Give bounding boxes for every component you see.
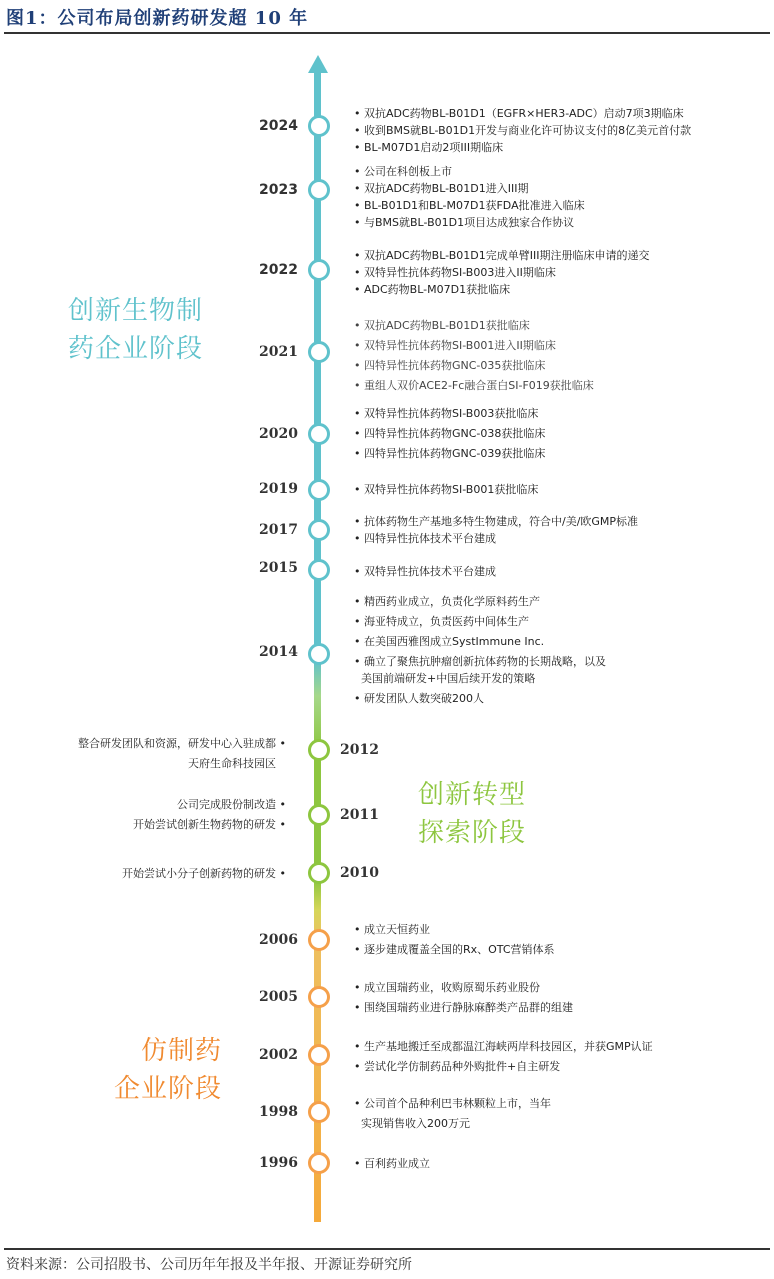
year-label: 2012 xyxy=(340,742,379,758)
event-item: • 围绕国瑞药业进行静脉麻醉类产品群的组建 xyxy=(354,1001,573,1014)
timeline-node-1996 xyxy=(308,1152,330,1174)
event-list-2017 xyxy=(354,514,638,548)
timeline-node-2002 xyxy=(308,1044,330,1066)
year-label: 2006 xyxy=(259,932,298,948)
event-item: • 尝试化学仿制药品种外购批件+自主研发 xyxy=(354,1060,561,1073)
source-note: 资料来源：公司招股书、公司历年年报及半年报、开源证券研究所 xyxy=(6,1257,412,1273)
timeline-node-2012 xyxy=(308,739,330,761)
year-label: 2022 xyxy=(259,262,298,278)
event-item: 美国前端研发+中国后续开发的策略 xyxy=(354,672,536,685)
event-item: • 在美国西雅图成立SystImmune Inc. xyxy=(354,635,545,648)
year-label: 2011 xyxy=(340,807,379,823)
event-item: • 重组人双价ACE2-Fc融合蛋白SI-F019获批临床 xyxy=(354,379,594,392)
event-item: 公司完成股份制改造 • xyxy=(177,798,286,811)
event-list-2002 xyxy=(354,1039,653,1079)
event-item: • 四特异性抗体药物GNC-039获批临床 xyxy=(354,447,546,460)
timeline-node-2011 xyxy=(308,804,330,826)
event-item: 整合研发团队和资源，研发中心入驻成都 • xyxy=(78,737,286,750)
timeline-node-1998 xyxy=(308,1101,330,1123)
event-item: • BL-M07D1启动2项III期临床 xyxy=(354,141,504,154)
event-item: • 四特异性抗体药物GNC-038获批临床 xyxy=(354,427,546,440)
event-item: • 成立国瑞药业，收购原蜀乐药业股份 xyxy=(354,981,540,994)
year-label: 2020 xyxy=(259,426,298,442)
year-label: 1998 xyxy=(259,1104,298,1120)
footer-divider xyxy=(4,1248,770,1250)
event-item: • 抗体药物生产基地多特生物建成，符合中/美/欧GMP标准 xyxy=(354,515,639,528)
event-list-2006 xyxy=(354,922,555,962)
year-label: 2021 xyxy=(259,344,298,360)
year-label: 2014 xyxy=(259,644,298,660)
event-list-2019 xyxy=(354,482,538,499)
event-item: • 双特异性抗体药物SI-B003获批临床 xyxy=(354,407,539,420)
event-item: • 双特异性抗体药物SI-B003进入II期临床 xyxy=(354,266,556,279)
year-label: 2015 xyxy=(259,560,298,576)
timeline-node-2014 xyxy=(308,643,330,665)
timeline-node-2022 xyxy=(308,259,330,281)
timeline-node-2021 xyxy=(308,341,330,363)
timeline-node-2017 xyxy=(308,519,330,541)
event-item: • 精西药业成立，负责化学原料药生产 xyxy=(354,595,540,608)
year-label: 2017 xyxy=(259,522,298,538)
event-list-2023 xyxy=(354,164,585,232)
event-item: • 海亚特成立，负责医药中间体生产 xyxy=(354,615,529,628)
year-label: 2024 xyxy=(259,118,298,134)
event-item: • 与BMS就BL-B01D1项目达成独家合作协议 xyxy=(354,216,575,229)
event-item: • 成立天恒药业 xyxy=(354,923,430,936)
event-item: • 研发团队人数突破200人 xyxy=(354,692,484,705)
event-item: 实现销售收入200万元 xyxy=(354,1117,470,1130)
event-item: 开始尝试创新生物药物的研发 • xyxy=(133,818,286,831)
phase-label-biotech: 创新生物制 药企业阶段 xyxy=(68,296,204,364)
event-item: • 双抗ADC药物BL-B01D1（EGFR×HER3-ADC）启动7项3期临床 xyxy=(354,107,684,120)
year-label: 1996 xyxy=(259,1155,298,1171)
phase-label-generic: 仿制药 企业阶段 xyxy=(113,1036,222,1104)
event-list-2011 xyxy=(133,797,286,837)
event-item: • 生产基地搬迁至成都温江海峡两岸科技园区，并获GMP认证 xyxy=(354,1040,653,1053)
timeline-node-2005 xyxy=(308,986,330,1008)
event-item: • 双抗ADC药物BL-B01D1获批临床 xyxy=(354,319,530,332)
event-item: • 双特异性抗体技术平台建成 xyxy=(354,565,496,578)
event-list-2010 xyxy=(122,866,286,883)
event-item: • 双抗ADC药物BL-B01D1进入III期 xyxy=(354,182,529,195)
event-item: • 四特异性抗体技术平台建成 xyxy=(354,532,496,545)
timeline-node-2015 xyxy=(308,559,330,581)
year-label: 2019 xyxy=(259,481,298,497)
timeline-node-2023 xyxy=(308,179,330,201)
event-list-2021 xyxy=(354,318,594,398)
event-item: • 逐步建成覆盖全国的Rx、OTC营销体系 xyxy=(354,943,555,956)
event-list-2012 xyxy=(78,736,286,776)
timeline-node-2020 xyxy=(308,423,330,445)
event-item: • 收到BMS就BL-B01D1开发与商业化许可协议支付的8亿美元首付款 xyxy=(354,124,692,137)
event-list-2015 xyxy=(354,564,496,581)
event-list-1998 xyxy=(354,1096,551,1136)
phase-label-transition: 创新转型 探索阶段 xyxy=(418,780,527,848)
event-item: • 确立了聚焦抗肿瘤创新抗体药物的长期战略，以及 xyxy=(354,655,606,668)
timeline-node-2010 xyxy=(308,862,330,884)
event-item: • 双特异性抗体药物SI-B001进入II期临床 xyxy=(354,339,556,352)
timeline-node-2006 xyxy=(308,929,330,951)
event-list-2014 xyxy=(354,594,606,711)
title-divider xyxy=(4,32,770,34)
event-list-1996 xyxy=(354,1156,430,1173)
year-label: 2005 xyxy=(259,989,298,1005)
timeline-node-2024 xyxy=(308,115,330,137)
event-list-2005 xyxy=(354,980,573,1020)
event-item: • 双抗ADC药物BL-B01D1完成单臂III期注册临床申请的递交 xyxy=(354,249,650,262)
timeline-node-2019 xyxy=(308,479,330,501)
event-item: • 四特异性抗体药物GNC-035获批临床 xyxy=(354,359,546,372)
event-list-2022 xyxy=(354,248,649,299)
figure-title: 图1：公司布局创新药研发超 10 年 xyxy=(6,8,309,29)
event-item: • 公司首个品种利巴韦林颗粒上市，当年 xyxy=(354,1097,551,1110)
timeline-spine-generic xyxy=(314,940,321,1222)
event-list-2020 xyxy=(354,406,545,466)
event-item: 天府生命科技园区 xyxy=(188,757,276,770)
year-label: 2023 xyxy=(259,182,298,198)
event-item: • 百利药业成立 xyxy=(354,1157,430,1170)
event-item: • ADC药物BL-M07D1获批临床 xyxy=(354,283,511,296)
event-list-2024 xyxy=(354,106,691,157)
event-item: • 公司在科创板上市 xyxy=(354,165,452,178)
year-label: 2002 xyxy=(259,1047,298,1063)
timeline-spine-transition-gradient xyxy=(314,660,321,750)
event-item: • BL-B01D1和BL-M07D1获FDA批准进入临床 xyxy=(354,199,585,212)
event-item: 开始尝试小分子创新药物的研发 • xyxy=(122,867,286,880)
year-label: 2010 xyxy=(340,865,379,881)
event-item: • 双特异性抗体药物SI-B001获批临床 xyxy=(354,483,539,496)
